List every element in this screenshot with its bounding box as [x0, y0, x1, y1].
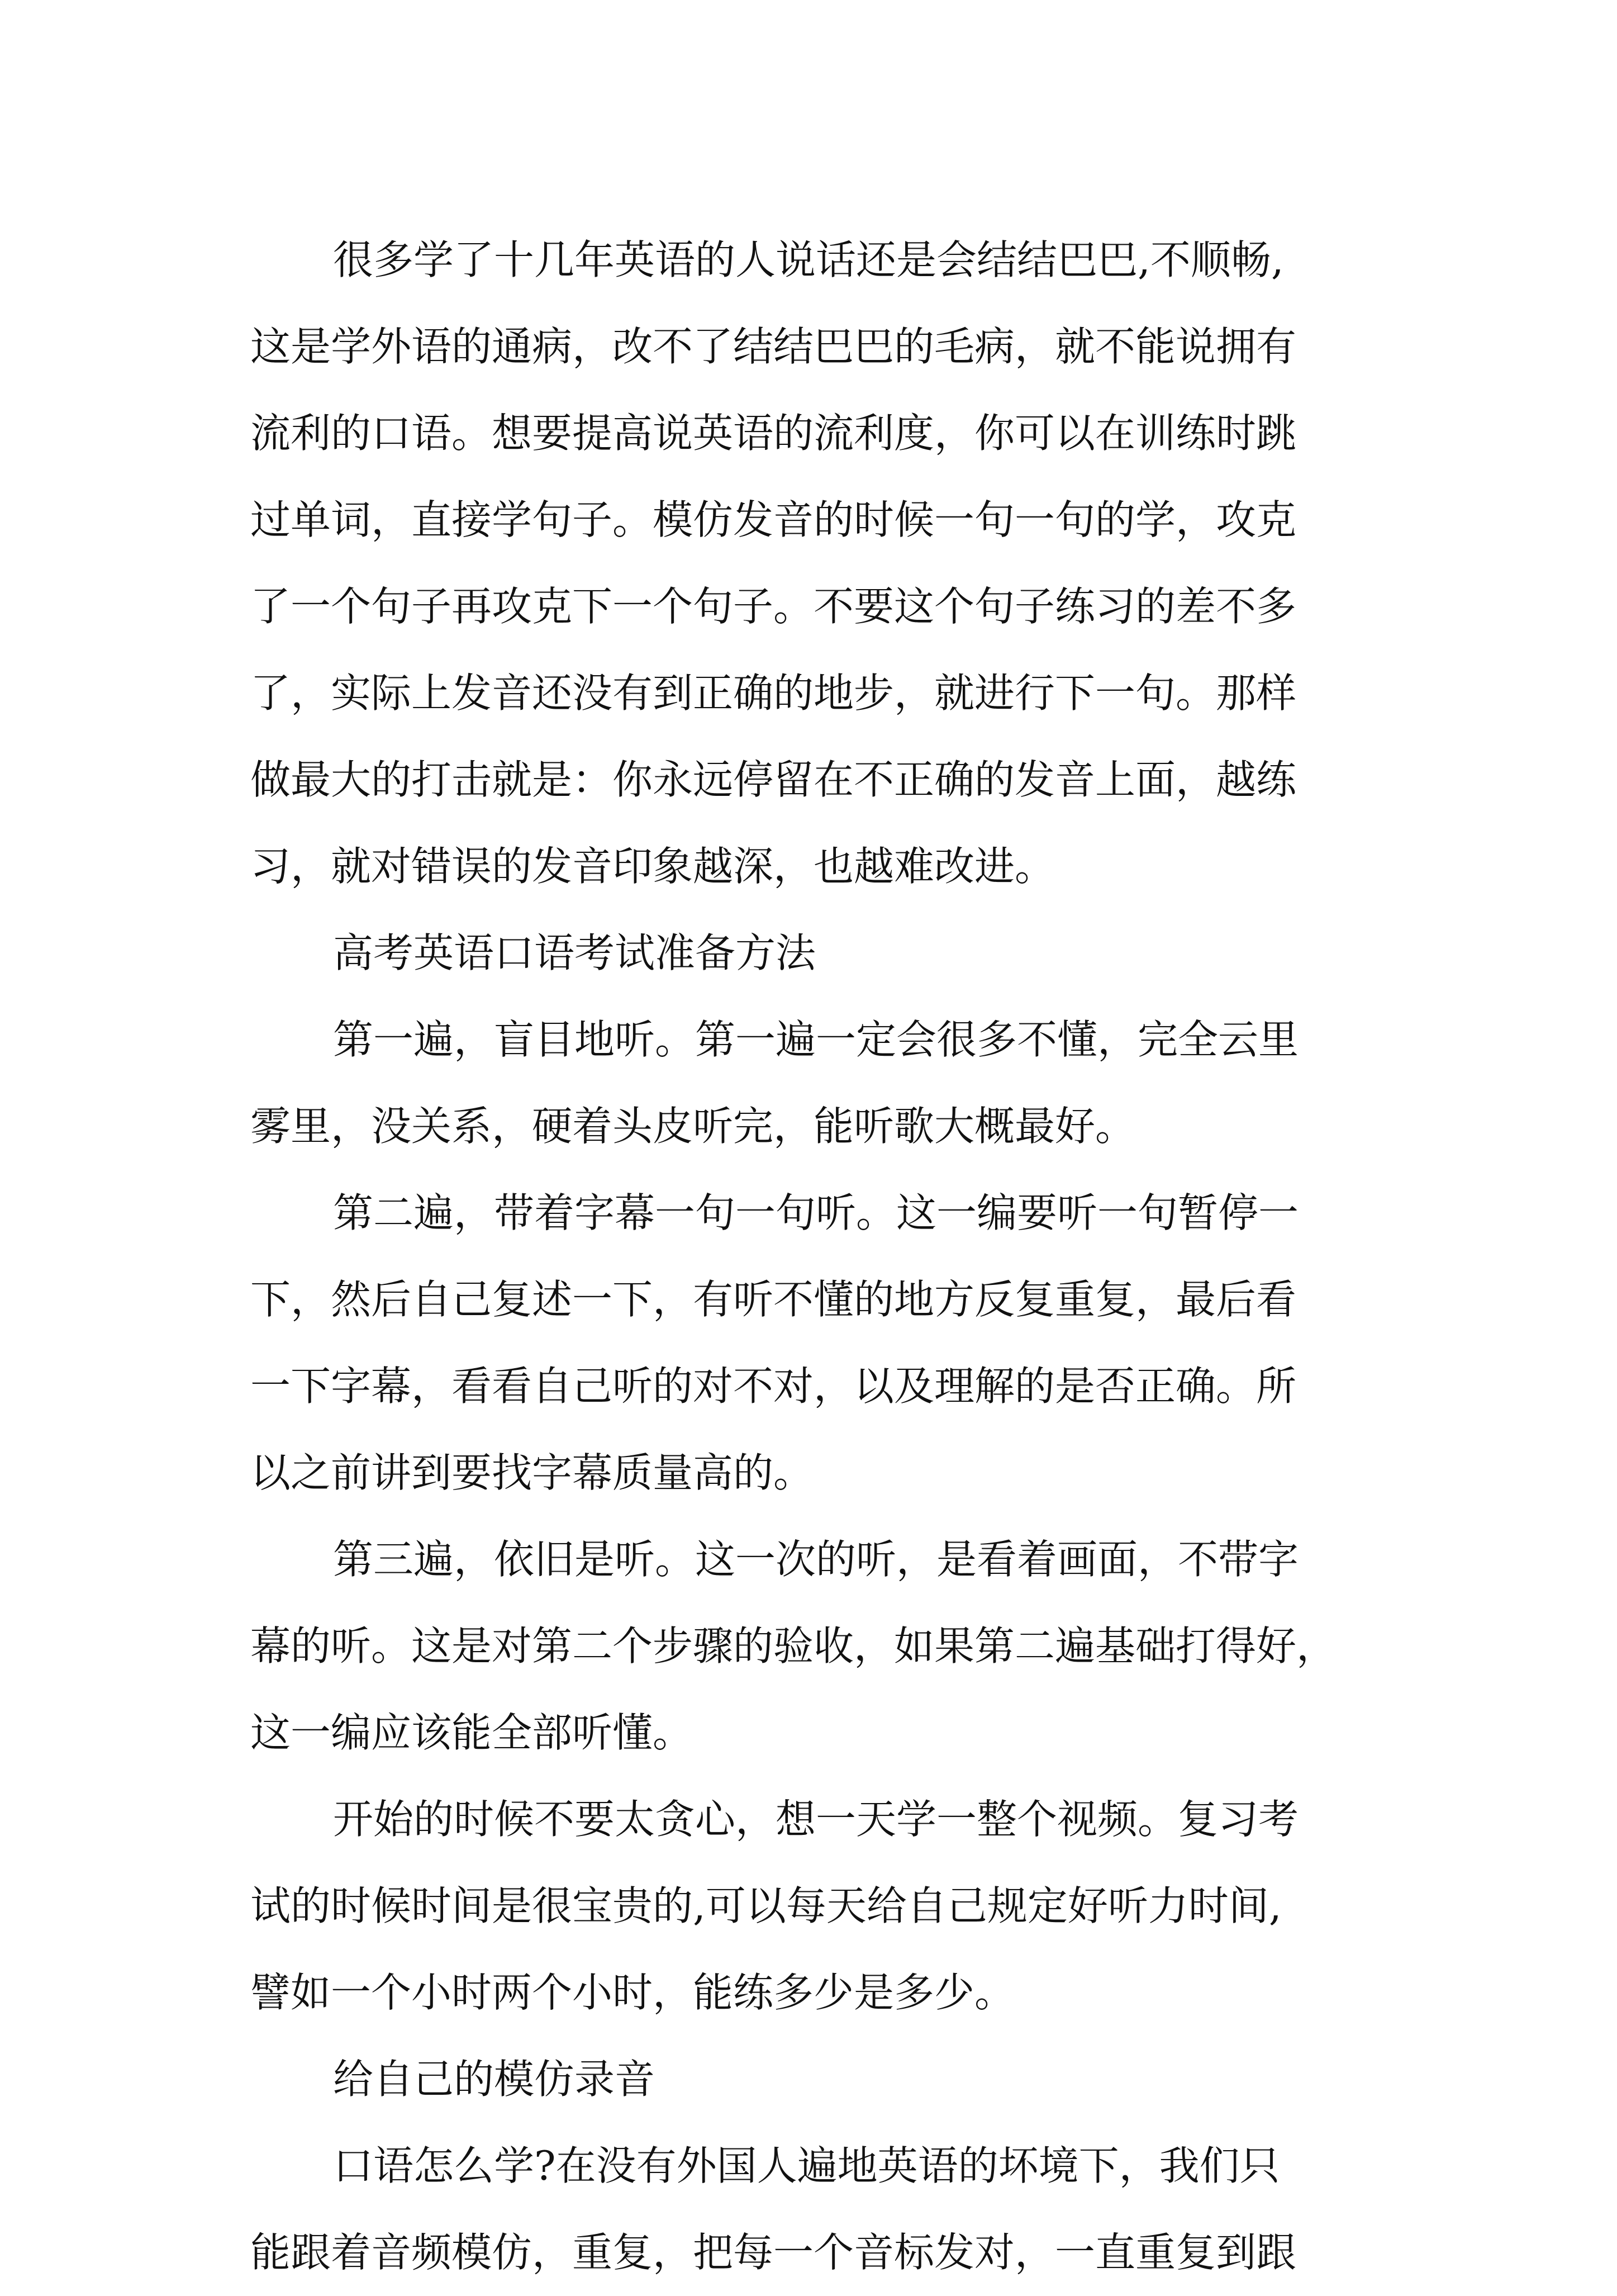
paragraph-first-pass — [250, 997, 1424, 1170]
text-line: 流利的口语。想要提高说英语的流利度，你可以在训练时跳 — [250, 410, 1297, 457]
paragraph-how-to-speak — [250, 2123, 1424, 2296]
text-line: 第一遍，盲目地听。第一遍一定会很多不懂，完全云里 — [333, 1016, 1299, 1063]
text-line: 以之前讲到要找字幕质量高的。 — [250, 1449, 814, 1496]
section-heading-exam-prep — [250, 910, 1424, 997]
heading-line: 给自己的模仿录音 — [333, 2056, 655, 2103]
section-heading-record — [250, 2036, 1424, 2123]
document-body — [250, 217, 1424, 2296]
text-line: 幕的听。这是对第二个步骤的验收，如果第二遍基础打得好， — [250, 1623, 1337, 1669]
text-line: 过单词，直接学句子。模仿发音的时候一句一句的学，攻克 — [250, 496, 1297, 543]
text-line: 做最大的打击就是：你永远停留在不正确的发音上面，越练 — [250, 756, 1297, 803]
text-line: 口语怎么学?在没有外国人遍地英语的坏境下，我们只 — [333, 2142, 1280, 2189]
text-line: 譬如一个小时两个小时，能练多少是多少。 — [250, 1969, 1015, 2016]
heading-line: 高考英语口语考试准备方法 — [333, 929, 816, 976]
text-line: 下，然后自己复述一下，有听不懂的地方反复重复，最后看 — [250, 1276, 1297, 1323]
text-line: 习，就对错误的发音印象越深，也越难改进。 — [250, 843, 1055, 890]
paragraph-fluency — [250, 217, 1424, 910]
paragraph-third-pass — [250, 1516, 1424, 1776]
text-line: 开始的时候不要太贪心，想一天学一整个视频。复习考 — [333, 1796, 1299, 1843]
text-line: 这一编应该能全部听懂。 — [250, 1709, 693, 1756]
text-line: 了，实际上发音还没有到正确的地步，就进行下一句。那样 — [250, 670, 1297, 717]
text-line: 一下字幕，看看自己听的对不对，以及理解的是否正确。所 — [250, 1363, 1297, 1410]
text-line: 这是学外语的通病，改不了结结巴巴的毛病，就不能说拥有 — [250, 323, 1297, 370]
paragraph-second-pass — [250, 1170, 1424, 1516]
text-line: 第三遍，依旧是听。这一次的听，是看着画面，不带字 — [333, 1536, 1299, 1583]
text-line: 雾里，没关系，硬着头皮听完，能听歌大概最好。 — [250, 1103, 1136, 1150]
text-line: 很多学了十几年英语的人说话还是会结结巴巴,不顺畅, — [333, 236, 1284, 283]
paragraph-start-small — [250, 1776, 1424, 2036]
text-line: 了一个句子再攻克下一个句子。不要这个句子练习的差不多 — [250, 583, 1297, 630]
text-line: 第二遍，带着字幕一句一句听。这一编要听一句暂停一 — [333, 1189, 1299, 1236]
text-line: 能跟着音频模仿，重复，把每一个音标发对，一直重复到跟 — [250, 2229, 1297, 2276]
text-line: 试的时候时间是很宝贵的,可以每天给自己规定好听力时间, — [250, 1882, 1282, 1929]
